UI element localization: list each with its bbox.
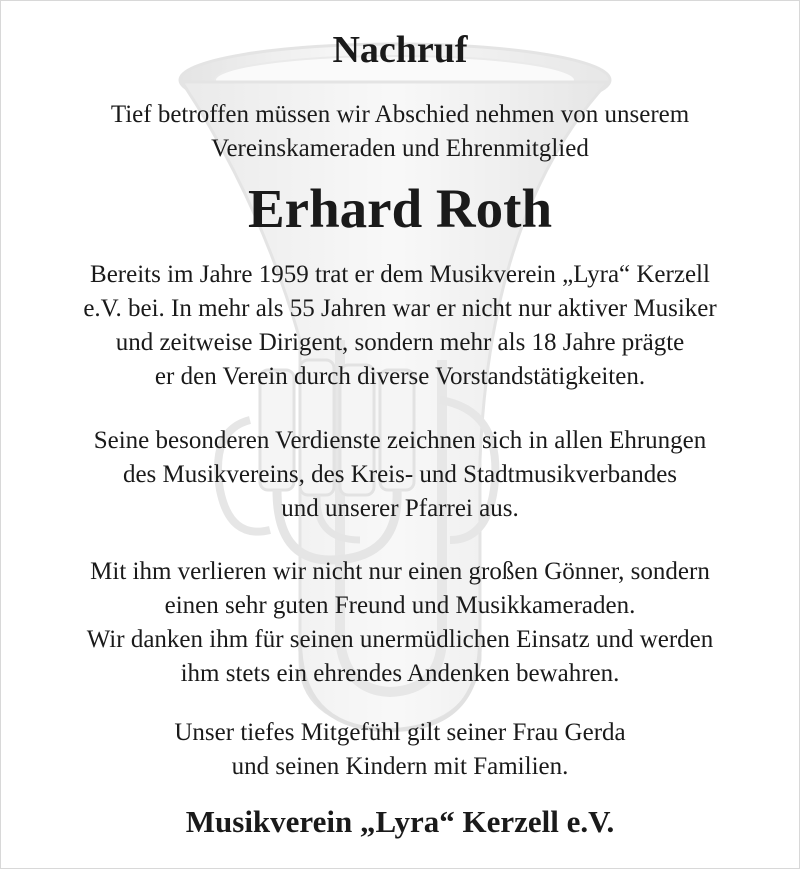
paragraph-gratitude (0, 555, 800, 691)
paragraph-line: Wir danken ihm für seinen unermüdlichen Einsatz und werden (86, 626, 714, 653)
paragraph-line: des Musikvereins, des Kreis- und Stadtmusikverbandes (122, 461, 678, 488)
paragraph-line: und zeitweise Dirigent, sondern mehr als 18 Jahre prägte (115, 329, 685, 356)
paragraph-membership (0, 258, 800, 394)
paragraph-honors (0, 424, 800, 526)
paragraph-line: einen sehr guten Freund und Musikkameraden. (164, 592, 636, 619)
paragraph-line: Seine besonderen Verdienste zeichnen sich in allen Ehrungen (93, 427, 707, 454)
paragraph-line: Unser tiefes Mitgefühl gilt seiner Frau Gerda (174, 719, 626, 746)
intro-line: Vereinskameraden und Ehrenmitglied (211, 135, 589, 162)
paragraph-line: ihm stets ein ehrendes Andenken bewahren. (180, 660, 620, 687)
intro-text (0, 98, 800, 166)
intro-line: Tief betroffen müssen wir Abschied nehmen von unserem (110, 101, 690, 128)
notice-heading: Nachruf (332, 29, 468, 71)
paragraph-condolences (0, 716, 800, 784)
paragraph-line: e.V. bei. In mehr als 55 Jahren war er nicht nur aktiver Musiker (83, 295, 717, 322)
paragraph-line: Mit ihm verlieren wir nicht nur einen großen Gönner, sondern (90, 558, 710, 585)
paragraph-line: und unserer Pfarrei aus. (281, 495, 519, 522)
deceased-name: Erhard Roth (247, 178, 553, 239)
signature: Musikverein „Lyra“ Kerzell e.V. (185, 804, 615, 839)
paragraph-line: und seinen Kindern mit Familien. (231, 753, 569, 780)
paragraph-line: er den Verein durch diverse Vorstandstätigkeiten. (154, 363, 646, 390)
paragraph-line: Bereits im Jahre 1959 trat er dem Musikverein „Lyra“ Kerzell (90, 261, 710, 288)
